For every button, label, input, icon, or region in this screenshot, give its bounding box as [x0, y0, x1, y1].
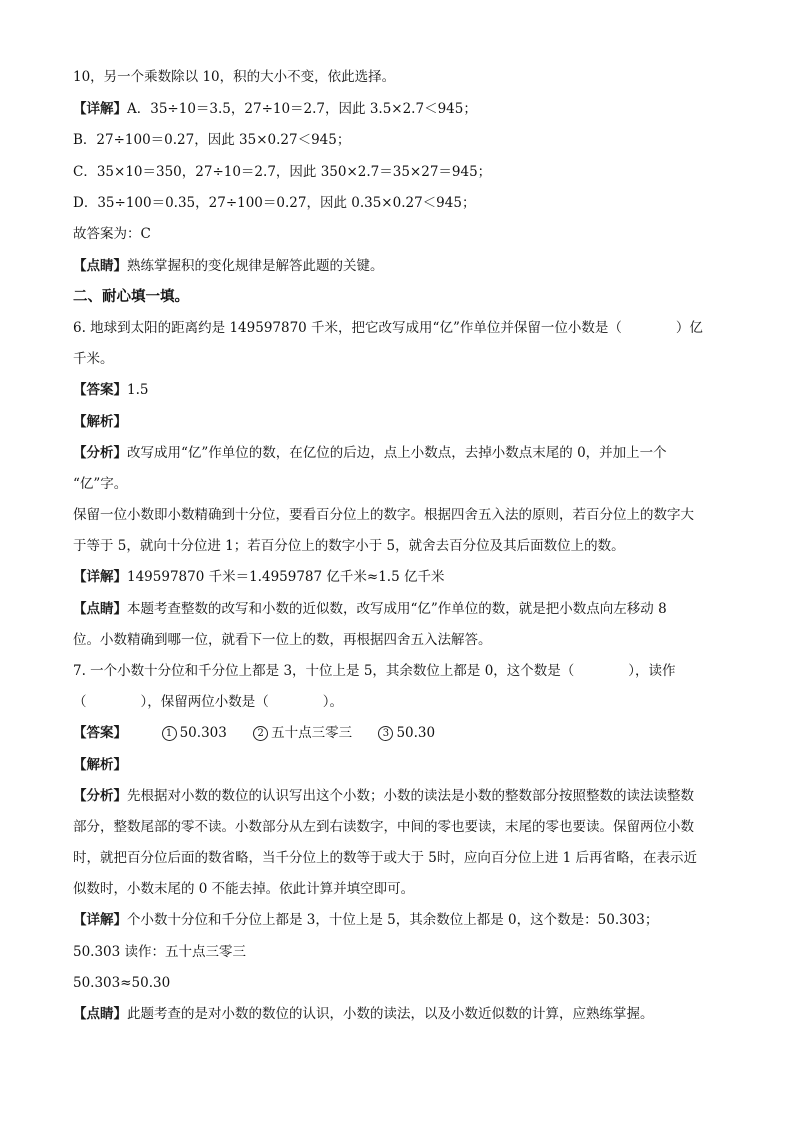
text-line — [73, 163, 491, 181]
text: 故答案为：C — [73, 226, 151, 242]
heading-text: 二、耐心填一填。 — [73, 288, 189, 305]
text: 先根据对小数的数位的认识写出这个小数；小数的读法是小数的整数部分按照整数的读法读整数 — [127, 788, 694, 804]
text-line — [73, 974, 170, 992]
tag-note: 【点睛】 — [73, 1006, 127, 1022]
text-line — [73, 631, 492, 649]
answer-line — [73, 724, 457, 742]
text-line — [73, 568, 444, 586]
tag-note: 【点睛】 — [73, 601, 127, 617]
text: A．35÷10＝3.5，27÷10＝2.7，因此 3.5×2.7＜945； — [127, 101, 477, 117]
text-line — [73, 943, 246, 961]
text: 10，另一个乘数除以 10，积的大小不变，依此选择。 — [73, 69, 396, 85]
text: （ ），保留两位小数是（ ）。 — [73, 694, 343, 710]
text: 此题考查的是对小数的数位的认识，小数的读法，以及小数近似数的计算，应熟练掌握。 — [127, 1006, 654, 1022]
circled-number: 2 — [253, 726, 268, 741]
answer-item — [162, 725, 227, 741]
analysis-line — [73, 413, 127, 431]
text: 7. 一个小数十分位和千分位上都是 3，十位上是 5，其余数位上都是 0，这个数是（ ），读作 — [73, 663, 676, 679]
text: 个小数十分位和千分位上都是 3，十位上是 5，其余数位上都是 0，这个数是：50.303； — [127, 912, 659, 928]
circled-number: 1 — [162, 726, 177, 741]
text: 部分，整数尾部的零不读。小数部分从左到右读数字，中间的零也要读，末尾的零也要读。保留两位小数 — [73, 819, 694, 835]
answer-item — [253, 725, 352, 741]
answer-value: 五十点三零三 — [271, 725, 353, 741]
tag-analysis: 【解析】 — [73, 414, 127, 430]
answer-value: 1.5 — [127, 382, 149, 398]
text: 149597870 千米＝1.4959787 亿千米≈1.5 亿千米 — [127, 569, 445, 585]
text: 本题考查整数的改写和小数的近似数，改写成用“亿”作单位的数，就是把小数点向左移动 8 — [127, 601, 667, 617]
text: 保留一位小数即小数精确到十分位，要看百分位上的数字。根据四舍五入法的原则，若百分位上的数字大 — [73, 507, 694, 523]
tag-detail: 【详解】 — [73, 101, 127, 117]
question-7 — [73, 662, 676, 680]
tag-answer: 【答案】 — [73, 382, 127, 398]
tag-detail: 【详解】 — [73, 912, 127, 928]
tag-fenxi: 【分析】 — [73, 445, 127, 461]
answer-value: 50.303 — [179, 725, 227, 741]
text: 时，就把百分位后面的数省略，当千分位上的数等于或大于 5时，应向百分位上进 1 后再省略，在表示近 — [73, 850, 698, 866]
text-line — [73, 506, 694, 524]
question-6 — [73, 319, 703, 337]
text: 改写成用“亿”作单位的数，在亿位的后边，点上小数点，去掉小数点末尾的 0，并加上一个 — [127, 445, 667, 461]
answer-value: 50.30 — [396, 725, 436, 741]
text: 千米。 — [73, 351, 114, 367]
text-line — [73, 600, 667, 618]
tag-answer: 【答案】 — [73, 725, 127, 741]
text-line — [73, 68, 395, 86]
text-line — [73, 475, 127, 493]
text: 50.303≈50.30 — [73, 975, 171, 991]
text: D．35÷100＝0.35，27÷100＝0.27，因此 0.35×0.27＜945； — [73, 195, 476, 211]
text: 于等于 5，就向十分位进 1；若百分位上的数字小于 5，就舍去百分位及其后面数位上的数。 — [73, 538, 625, 554]
text-line — [73, 131, 350, 149]
text-line — [73, 880, 414, 898]
tag-note: 【点睛】 — [73, 258, 127, 274]
text-line — [73, 350, 114, 368]
text-line — [73, 257, 384, 275]
text-line — [73, 818, 694, 836]
text-line — [73, 693, 343, 711]
tag-detail: 【详解】 — [73, 569, 127, 585]
text-line — [73, 787, 694, 805]
answer-line — [73, 381, 148, 399]
section-heading — [73, 288, 189, 306]
text-line — [73, 225, 151, 243]
text-line — [73, 911, 658, 929]
text: 熟练掌握积的变化规律是解答此题的关键。 — [127, 258, 384, 274]
text: 位。小数精确到哪一位，就看下一位上的数，再根据四舍五入法解答。 — [73, 632, 492, 648]
text-line — [73, 849, 697, 867]
text-line — [73, 194, 475, 212]
text-line — [73, 537, 625, 555]
text: 50.303 读作：五十点三零三 — [73, 944, 247, 960]
tag-analysis: 【解析】 — [73, 757, 127, 773]
text-line — [73, 1005, 654, 1023]
text: 似数时，小数末尾的 0 不能去掉。依此计算并填空即可。 — [73, 881, 415, 897]
text: C．35×10＝350，27÷10＝2.7，因此 350×2.7＝35×27＝945； — [73, 164, 492, 180]
text-line — [73, 100, 477, 118]
text: “亿”字。 — [73, 476, 128, 492]
answer-item — [378, 725, 435, 741]
text: 6. 地球到太阳的距离约是 149597870 千米，把它改写成用“亿”作单位并保留一位小数是（ ）亿 — [73, 320, 703, 336]
tag-fenxi: 【分析】 — [73, 788, 127, 804]
circled-number: 3 — [378, 726, 393, 741]
text-line — [73, 444, 667, 462]
analysis-line — [73, 756, 127, 774]
text: B．27÷100＝0.27，因此 35×0.27＜945； — [73, 132, 351, 148]
